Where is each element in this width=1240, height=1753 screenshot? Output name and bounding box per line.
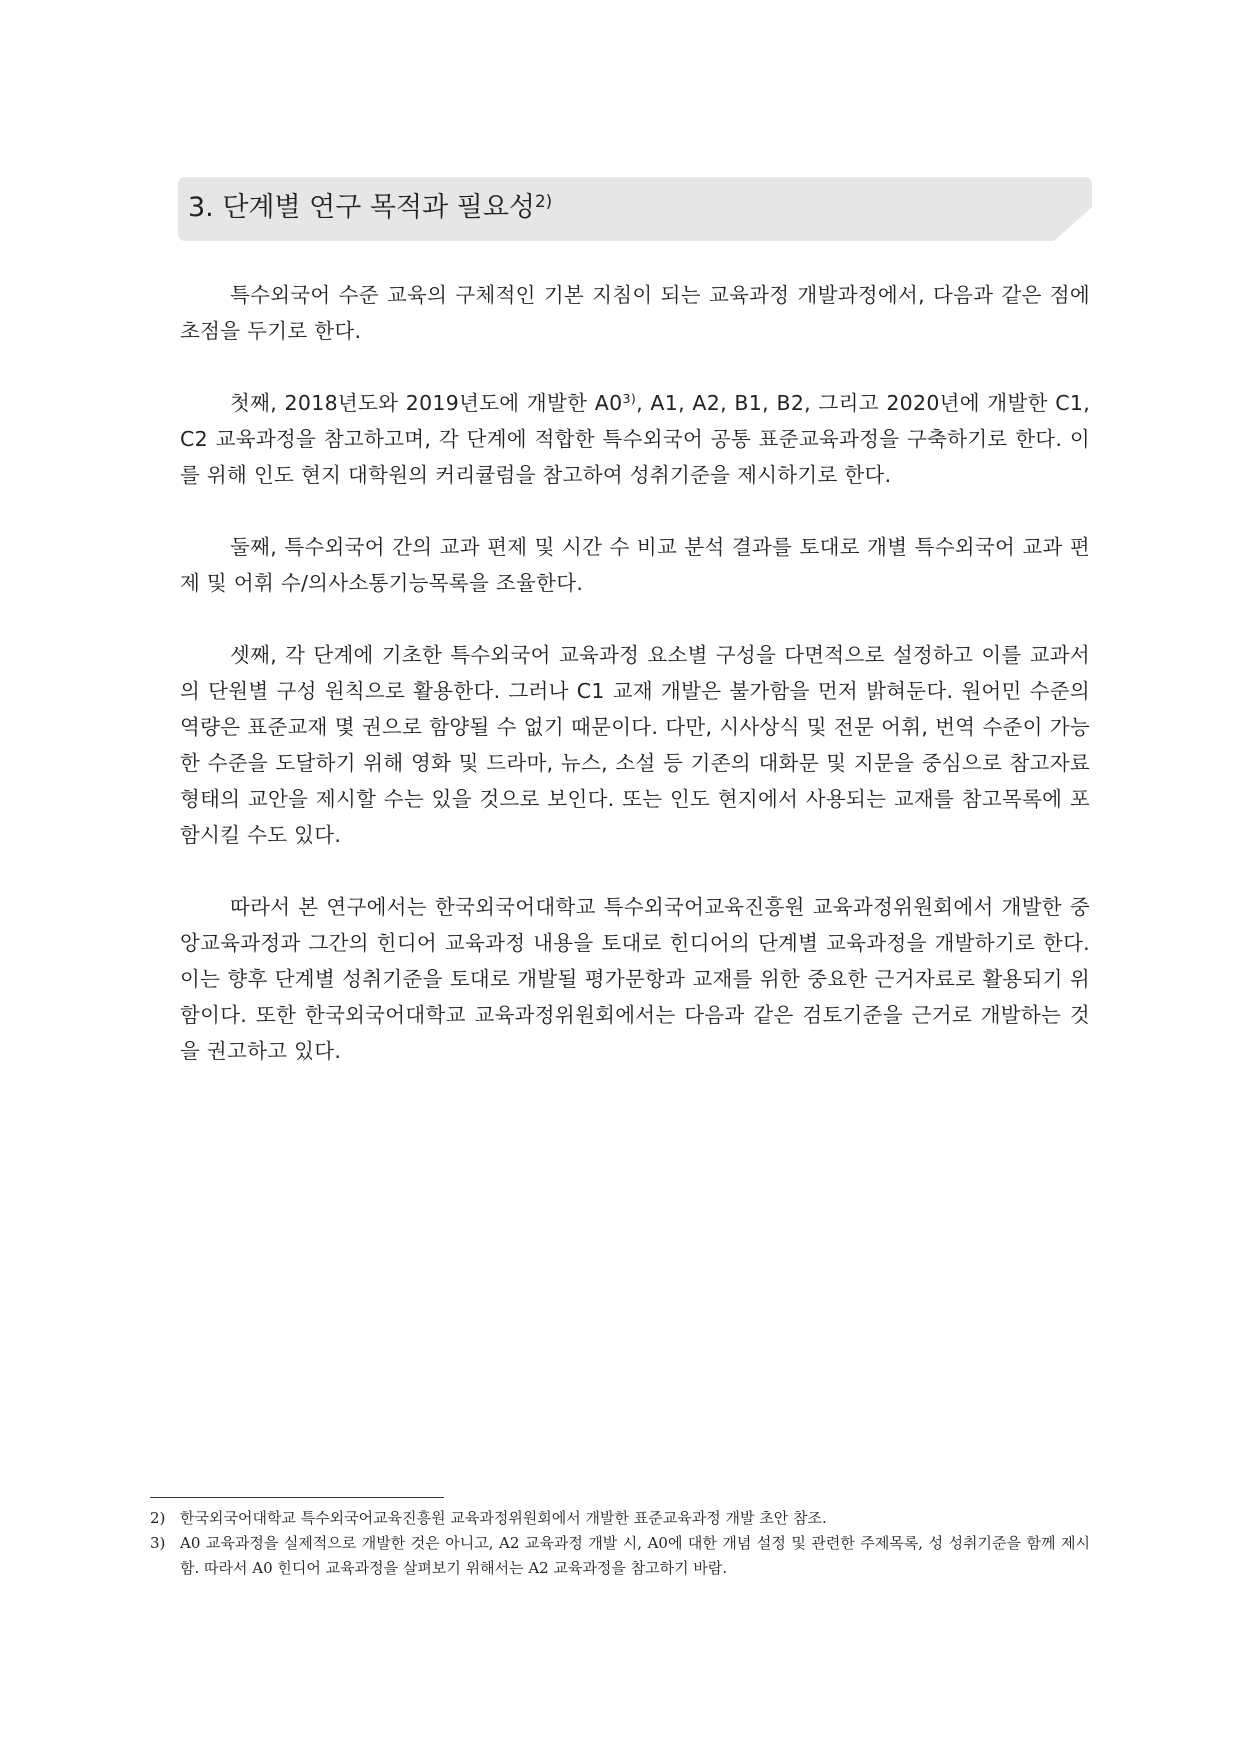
footnotes — [150, 1506, 1090, 1581]
paragraph-2 — [180, 385, 1090, 493]
footnote-number: 2) — [150, 1509, 166, 1527]
footnote-text: 한국외국어대학교 특수외국어교육진흥원 교육과정위원회에서 개발한 표준교육과정 개발 초안 참조. — [180, 1509, 827, 1527]
section-title — [188, 188, 552, 228]
footnote-ref-3[interactable]: 3) — [622, 391, 637, 407]
paragraph-2-lead: 첫째, 2018년도와 2019년도에 개발한 A0 — [230, 391, 623, 415]
footnote-2 — [150, 1506, 1090, 1531]
section-title-text: 3. 단계별 연구 목적과 필요성 — [188, 192, 535, 223]
paragraph-2-rest: , A1, A2, B1, B2, 그리고 2020년에 개발한 C1, C2 교육과정을 참고하고며, 각 단계에 적합한 특수외국어 공통 표준교육과정을 구축하기로 한다. 이를 위해 인도 현지 대학원의 커리큘럼을 참고하여 성취기준을 제시하기로 한다. — [180, 391, 1091, 487]
footnote-number: 3) — [150, 1534, 166, 1552]
footnote-text: A0 교육과정을 실제적으로 개발한 것은 아니고, A2 교육과정 개발 시, A0에 대한 개념 설정 및 관련한 주제목록, 성 성취기준을 함께 제시함. 따라서 A0 힌디어 교육과정을 살펴보기 위해서는 A2 교육과정을 참고하기 바람. — [180, 1534, 1090, 1577]
section-header — [178, 177, 1092, 241]
paragraph-4: 셋째, 각 단계에 기초한 특수외국어 교육과정 요소별 구성을 다면적으로 설정하고 이를 교과서의 단원별 구성 원칙으로 활용한다. 그러나 C1 교재 개발은 불가함을 먼저 밝혀둔다. 원어민 수준의 역량은 표준교재 몇 권으로 함양될 수 없기 때문이다. 다만, 시사상식 및 전문 어휘, 번역 수준이 가능한 수준을 도달하기 위해 영화 및 드라마, 뉴스, 소설 등 기존의 대화문 및 지문을 중심으로 참고자료 형태의 교안을 제시할 수는 있을 것으로 보인다. 또는 인도 현지에서 사용되는 교재를 참고목록에 포함시킬 수도 있다. — [180, 643, 1090, 847]
footnote-divider — [150, 1497, 444, 1498]
paragraph-1: 특수외국어 수준 교육의 구체적인 기본 지침이 되는 교육과정 개발과정에서, 다음과 같은 점에 초점을 두기로 한다. — [180, 283, 1090, 343]
paragraph-3: 둘째, 특수외국어 간의 교과 편제 및 시간 수 비교 분석 결과를 토대로 개별 특수외국어 교과 편제 및 어휘 수/의사소통기능목록을 조율한다. — [180, 535, 1090, 595]
paragraph-5: 따라서 본 연구에서는 한국외국어대학교 특수외국어교육진흥원 교육과정위원회에서 개발한 중앙교육과정과 그간의 힌디어 교육과정 내용을 토대로 힌디어의 단계별 교육과정을 개발하기로 한다. 이는 향후 단계별 성취기준을 토대로 개발될 평가문항과 교재를 위한 중요한 근거자료로 활용되기 위함이다. 또한 한국외국어대학교 교육과정위원회에서는 다음과 같은 검토기준을 근거로 개발하는 것을 권고하고 있다. — [180, 895, 1090, 1063]
footnote-ref-2[interactable]: 2) — [535, 190, 553, 211]
body-text — [180, 277, 1090, 1105]
footnote-3 — [150, 1531, 1090, 1581]
